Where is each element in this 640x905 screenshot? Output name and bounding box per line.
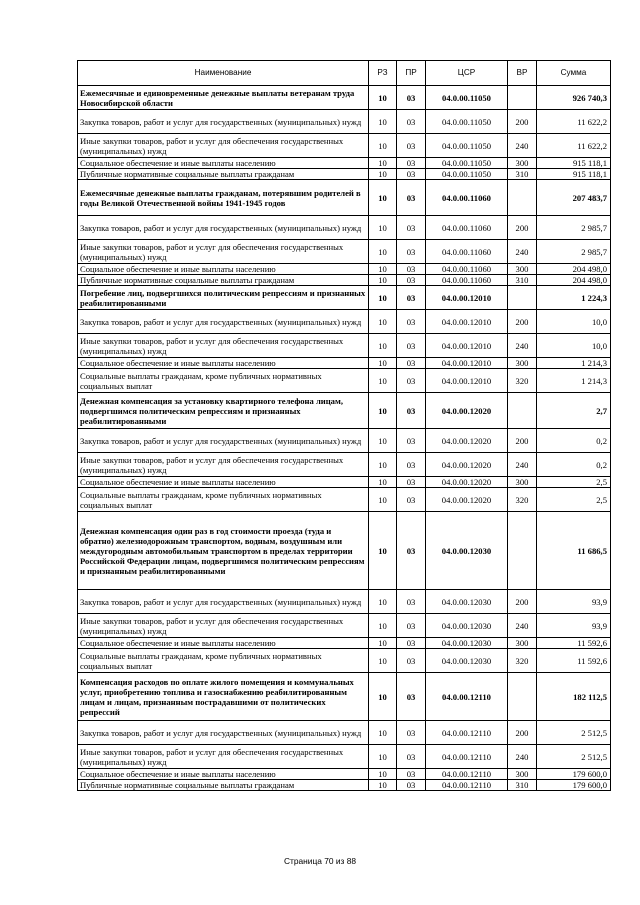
- cell-csr: 04.0.00.12020: [426, 453, 508, 477]
- cell-sum: 11 592,6: [537, 649, 611, 673]
- table-row: [78, 614, 611, 638]
- cell-pr: 03: [397, 488, 426, 512]
- cell-name: Закупка товаров, работ и услуг для государственных (муниципальных) нужд: [78, 429, 369, 453]
- cell-csr: 04.0.00.11050: [426, 134, 508, 158]
- cell-vr: 240: [508, 240, 537, 264]
- cell-name: Закупка товаров, работ и услуг для государственных (муниципальных) нужд: [78, 110, 369, 134]
- cell-pr: 03: [397, 780, 426, 791]
- cell-rz: 10: [369, 429, 397, 453]
- cell-rz: 10: [369, 286, 397, 310]
- cell-rz: 10: [369, 745, 397, 769]
- cell-csr: 04.0.00.12110: [426, 769, 508, 780]
- cell-csr: 04.0.00.12030: [426, 614, 508, 638]
- cell-csr: 04.0.00.12030: [426, 649, 508, 673]
- header-rz: РЗ: [369, 61, 397, 86]
- cell-sum: 204 498,0: [537, 264, 611, 275]
- cell-rz: 10: [369, 240, 397, 264]
- cell-name: Закупка товаров, работ и услуг для государственных (муниципальных) нужд: [78, 216, 369, 240]
- cell-pr: 03: [397, 86, 426, 110]
- cell-csr: 04.0.00.12010: [426, 369, 508, 393]
- cell-rz: 10: [369, 158, 397, 169]
- cell-rz: 10: [369, 216, 397, 240]
- header-vr: ВР: [508, 61, 537, 86]
- cell-name: Иные закупки товаров, работ и услуг для обеспечения государственных (муниципальных) нужд: [78, 614, 369, 638]
- cell-name: Иные закупки товаров, работ и услуг для обеспечения государственных (муниципальных) нужд: [78, 453, 369, 477]
- cell-pr: 03: [397, 429, 426, 453]
- cell-pr: 03: [397, 286, 426, 310]
- cell-pr: 03: [397, 649, 426, 673]
- cell-name: Денежная компенсация один раз в год стоимости проезда (туда и обратно) железнодорожным транспортом, водным, воздушным или междугородным автомобильным транспортом в пределах территории Российской Федерации лицам, подвергшимся политическим репрессиям и признанным реабилитированными: [78, 512, 369, 590]
- cell-sum: 10,0: [537, 310, 611, 334]
- cell-name: Социальное обеспечение и иные выплаты населению: [78, 638, 369, 649]
- cell-sum: 2,5: [537, 477, 611, 488]
- cell-name: Денежная компенсация за установку квартирного телефона лицам, подвергшимся политическим репрессиям и признанных реабилитированными: [78, 393, 369, 429]
- table-row: [78, 180, 611, 216]
- cell-pr: 03: [397, 638, 426, 649]
- cell-name: Социальное обеспечение и иные выплаты населению: [78, 264, 369, 275]
- cell-sum: 11 622,2: [537, 110, 611, 134]
- cell-name: Закупка товаров, работ и услуг для государственных (муниципальных) нужд: [78, 310, 369, 334]
- cell-csr: 04.0.00.12020: [426, 488, 508, 512]
- cell-csr: 04.0.00.12020: [426, 429, 508, 453]
- cell-csr: 04.0.00.11060: [426, 240, 508, 264]
- cell-name: Публичные нормативные социальные выплаты гражданам: [78, 275, 369, 286]
- cell-rz: 10: [369, 769, 397, 780]
- cell-name: Социальное обеспечение и иные выплаты населению: [78, 358, 369, 369]
- cell-csr: 04.0.00.11060: [426, 264, 508, 275]
- cell-sum: 11 592,6: [537, 638, 611, 649]
- cell-sum: 0,2: [537, 453, 611, 477]
- cell-sum: 1 214,3: [537, 358, 611, 369]
- cell-csr: 04.0.00.11060: [426, 275, 508, 286]
- table-row: [78, 264, 611, 275]
- cell-vr: 300: [508, 358, 537, 369]
- cell-vr: 310: [508, 275, 537, 286]
- cell-sum: 182 112,5: [537, 673, 611, 721]
- cell-name: Социальное обеспечение и иные выплаты населению: [78, 477, 369, 488]
- cell-name: Социальное обеспечение и иные выплаты населению: [78, 158, 369, 169]
- table-row: [78, 240, 611, 264]
- cell-name: Иные закупки товаров, работ и услуг для обеспечения государственных (муниципальных) нужд: [78, 334, 369, 358]
- cell-csr: 04.0.00.12030: [426, 638, 508, 649]
- table-row: [78, 169, 611, 180]
- cell-rz: 10: [369, 649, 397, 673]
- table-row: [78, 429, 611, 453]
- cell-pr: 03: [397, 158, 426, 169]
- cell-csr: 04.0.00.12110: [426, 780, 508, 791]
- cell-rz: 10: [369, 358, 397, 369]
- cell-rz: 10: [369, 264, 397, 275]
- cell-vr: 200: [508, 721, 537, 745]
- cell-rz: 10: [369, 369, 397, 393]
- cell-rz: 10: [369, 477, 397, 488]
- cell-pr: 03: [397, 310, 426, 334]
- table-row: [78, 358, 611, 369]
- table-row: [78, 649, 611, 673]
- cell-pr: 03: [397, 110, 426, 134]
- cell-vr: 320: [508, 649, 537, 673]
- cell-csr: 04.0.00.12020: [426, 393, 508, 429]
- cell-name: Социальные выплаты гражданам, кроме публичных нормативных социальных выплат: [78, 488, 369, 512]
- cell-vr: 240: [508, 334, 537, 358]
- cell-name: Закупка товаров, работ и услуг для государственных (муниципальных) нужд: [78, 721, 369, 745]
- cell-vr: [508, 393, 537, 429]
- cell-vr: [508, 673, 537, 721]
- cell-sum: 2,5: [537, 488, 611, 512]
- cell-sum: 0,2: [537, 429, 611, 453]
- cell-sum: 11 686,5: [537, 512, 611, 590]
- table-row: [78, 477, 611, 488]
- table-row: [78, 86, 611, 110]
- cell-pr: 03: [397, 369, 426, 393]
- cell-csr: 04.0.00.12020: [426, 477, 508, 488]
- cell-csr: 04.0.00.11050: [426, 158, 508, 169]
- cell-sum: 1 224,3: [537, 286, 611, 310]
- cell-sum: 179 600,0: [537, 780, 611, 791]
- table-row: [78, 393, 611, 429]
- table-row: [78, 334, 611, 358]
- cell-vr: 200: [508, 310, 537, 334]
- cell-rz: 10: [369, 780, 397, 791]
- cell-sum: 204 498,0: [537, 275, 611, 286]
- cell-rz: 10: [369, 169, 397, 180]
- cell-vr: 300: [508, 158, 537, 169]
- table-row: [78, 769, 611, 780]
- cell-sum: 926 740,3: [537, 86, 611, 110]
- cell-sum: 11 622,2: [537, 134, 611, 158]
- table-row: [78, 590, 611, 614]
- table-row: [78, 158, 611, 169]
- cell-vr: 320: [508, 369, 537, 393]
- cell-name: Социальные выплаты гражданам, кроме публичных нормативных социальных выплат: [78, 369, 369, 393]
- cell-pr: 03: [397, 590, 426, 614]
- table-row: [78, 512, 611, 590]
- cell-rz: 10: [369, 393, 397, 429]
- table-row: [78, 310, 611, 334]
- cell-rz: 10: [369, 180, 397, 216]
- cell-vr: 310: [508, 169, 537, 180]
- cell-csr: 04.0.00.12010: [426, 334, 508, 358]
- cell-vr: 240: [508, 745, 537, 769]
- cell-name: Социальное обеспечение и иные выплаты населению: [78, 769, 369, 780]
- cell-csr: 04.0.00.11050: [426, 169, 508, 180]
- cell-pr: 03: [397, 134, 426, 158]
- cell-csr: 04.0.00.12030: [426, 512, 508, 590]
- cell-vr: 300: [508, 264, 537, 275]
- cell-pr: 03: [397, 393, 426, 429]
- cell-vr: 310: [508, 780, 537, 791]
- cell-vr: 240: [508, 134, 537, 158]
- cell-vr: 300: [508, 638, 537, 649]
- cell-rz: 10: [369, 673, 397, 721]
- table-header-row: [78, 61, 611, 86]
- cell-vr: 240: [508, 453, 537, 477]
- header-pr: ПР: [397, 61, 426, 86]
- cell-rz: 10: [369, 590, 397, 614]
- cell-pr: 03: [397, 673, 426, 721]
- cell-sum: 10,0: [537, 334, 611, 358]
- cell-sum: 2 512,5: [537, 721, 611, 745]
- cell-sum: 2 985,7: [537, 240, 611, 264]
- table-row: [78, 286, 611, 310]
- cell-pr: 03: [397, 477, 426, 488]
- table-row: [78, 453, 611, 477]
- cell-csr: 04.0.00.12110: [426, 745, 508, 769]
- cell-rz: 10: [369, 488, 397, 512]
- cell-csr: 04.0.00.12010: [426, 358, 508, 369]
- cell-pr: 03: [397, 334, 426, 358]
- cell-sum: 2,7: [537, 393, 611, 429]
- cell-sum: 915 118,1: [537, 169, 611, 180]
- cell-rz: 10: [369, 110, 397, 134]
- cell-sum: 207 483,7: [537, 180, 611, 216]
- page-footer: Страница 70 из 88: [283, 856, 357, 866]
- cell-rz: 10: [369, 614, 397, 638]
- cell-name: Закупка товаров, работ и услуг для государственных (муниципальных) нужд: [78, 590, 369, 614]
- cell-sum: 179 600,0: [537, 769, 611, 780]
- cell-vr: 320: [508, 488, 537, 512]
- cell-pr: 03: [397, 180, 426, 216]
- cell-pr: 03: [397, 264, 426, 275]
- header-sum: Сумма: [537, 61, 611, 86]
- cell-rz: 10: [369, 134, 397, 158]
- cell-pr: 03: [397, 721, 426, 745]
- cell-vr: 300: [508, 769, 537, 780]
- cell-csr: 04.0.00.12010: [426, 310, 508, 334]
- cell-vr: 200: [508, 429, 537, 453]
- cell-csr: 04.0.00.12110: [426, 721, 508, 745]
- cell-sum: 93,9: [537, 590, 611, 614]
- table-row: [78, 488, 611, 512]
- cell-name: Ежемесячные денежные выплаты гражданам, потерявшим родителей в годы Великой Отечественной войны 1941-1945 годов: [78, 180, 369, 216]
- cell-name: Иные закупки товаров, работ и услуг для обеспечения государственных (муниципальных) нужд: [78, 240, 369, 264]
- table-body: [78, 86, 611, 791]
- cell-rz: 10: [369, 334, 397, 358]
- cell-rz: 10: [369, 453, 397, 477]
- cell-sum: 93,9: [537, 614, 611, 638]
- table-row: [78, 134, 611, 158]
- cell-sum: 1 214,3: [537, 369, 611, 393]
- cell-vr: [508, 512, 537, 590]
- cell-name: Ежемесячные и единовременные денежные выплаты ветеранам труда Новосибирской области: [78, 86, 369, 110]
- table-row: [78, 275, 611, 286]
- table-row: [78, 638, 611, 649]
- cell-name: Публичные нормативные социальные выплаты гражданам: [78, 780, 369, 791]
- cell-csr: 04.0.00.12110: [426, 673, 508, 721]
- header-name: Наименование: [78, 61, 369, 86]
- cell-rz: 10: [369, 275, 397, 286]
- cell-sum: 2 985,7: [537, 216, 611, 240]
- cell-pr: 03: [397, 275, 426, 286]
- cell-pr: 03: [397, 614, 426, 638]
- cell-csr: 04.0.00.11060: [426, 180, 508, 216]
- cell-csr: 04.0.00.11050: [426, 86, 508, 110]
- cell-pr: 03: [397, 453, 426, 477]
- cell-vr: 300: [508, 477, 537, 488]
- cell-pr: 03: [397, 216, 426, 240]
- table-row: [78, 216, 611, 240]
- cell-sum: 915 118,1: [537, 158, 611, 169]
- cell-pr: 03: [397, 512, 426, 590]
- cell-csr: 04.0.00.12030: [426, 590, 508, 614]
- cell-name: Публичные нормативные социальные выплаты гражданам: [78, 169, 369, 180]
- cell-csr: 04.0.00.11050: [426, 110, 508, 134]
- budget-table: [77, 60, 611, 791]
- cell-vr: [508, 86, 537, 110]
- cell-vr: 200: [508, 216, 537, 240]
- table-row: [78, 110, 611, 134]
- cell-pr: 03: [397, 169, 426, 180]
- cell-sum: 2 512,5: [537, 745, 611, 769]
- cell-pr: 03: [397, 358, 426, 369]
- table-row: [78, 745, 611, 769]
- cell-csr: 04.0.00.12010: [426, 286, 508, 310]
- cell-rz: 10: [369, 86, 397, 110]
- cell-rz: 10: [369, 310, 397, 334]
- cell-rz: 10: [369, 638, 397, 649]
- cell-name: Компенсация расходов по оплате жилого помещения и коммунальных услуг, приобретению топлива и газоснабжению реабилитированным лицам и лицам, признанным пострадавшими от политических репрессий: [78, 673, 369, 721]
- table-row: [78, 673, 611, 721]
- cell-name: Иные закупки товаров, работ и услуг для обеспечения государственных (муниципальных) нужд: [78, 745, 369, 769]
- cell-pr: 03: [397, 240, 426, 264]
- cell-pr: 03: [397, 769, 426, 780]
- cell-name: Погребение лиц, подвергшихся политическим репрессиям и признанных реабилитированными: [78, 286, 369, 310]
- cell-rz: 10: [369, 721, 397, 745]
- cell-vr: 240: [508, 614, 537, 638]
- cell-csr: 04.0.00.11060: [426, 216, 508, 240]
- cell-vr: [508, 180, 537, 216]
- cell-vr: 200: [508, 110, 537, 134]
- cell-rz: 10: [369, 512, 397, 590]
- cell-vr: [508, 286, 537, 310]
- cell-vr: 200: [508, 590, 537, 614]
- cell-name: Социальные выплаты гражданам, кроме публичных нормативных социальных выплат: [78, 649, 369, 673]
- table-row: [78, 721, 611, 745]
- header-csr: ЦСР: [426, 61, 508, 86]
- cell-name: Иные закупки товаров, работ и услуг для обеспечения государственных (муниципальных) нужд: [78, 134, 369, 158]
- cell-pr: 03: [397, 745, 426, 769]
- table-row: [78, 369, 611, 393]
- table-row: [78, 780, 611, 791]
